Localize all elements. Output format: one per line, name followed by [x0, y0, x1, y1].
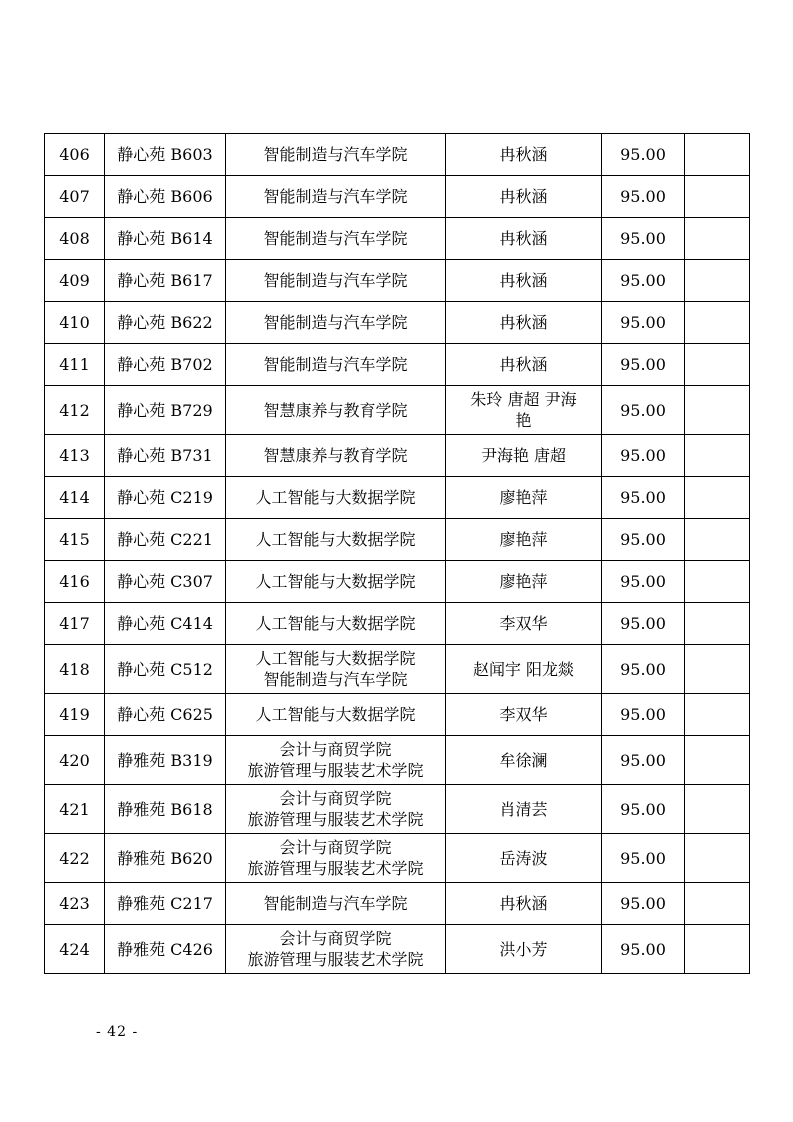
person-cell: [446, 519, 602, 561]
note-cell: [685, 736, 750, 785]
table-row: [45, 561, 750, 603]
college-cell-line: 人工智能与大数据学院: [255, 705, 416, 724]
note-cell: [685, 925, 750, 974]
table-row: [45, 834, 750, 883]
table-row: [45, 883, 750, 925]
dorm-room-cell: 静雅苑 C217: [105, 883, 226, 925]
person-cell-line: 洪小芳: [499, 939, 548, 959]
college-cell-line: 会计与商贸学院: [279, 789, 392, 808]
college-cell: [226, 883, 446, 925]
college-cell: [226, 785, 446, 834]
college-cell: [226, 386, 446, 435]
person-cell-line: 肖清芸: [499, 799, 548, 819]
college-cell-line: 智能制造与汽车学院: [263, 187, 408, 206]
person-cell-line: 廖艳萍: [499, 572, 548, 591]
row-number-cell: 411: [45, 344, 105, 386]
person-cell: [446, 477, 602, 519]
row-number-cell: 413: [45, 435, 105, 477]
dorm-room-cell: 静心苑 B702: [105, 344, 226, 386]
table-row: [45, 645, 750, 694]
score-cell: 95.00: [602, 344, 685, 386]
person-cell-line: 冉秋涵: [499, 313, 548, 332]
row-number-cell: 412: [45, 386, 105, 435]
table-row: [45, 694, 750, 736]
note-cell: [685, 645, 750, 694]
dorm-room-cell: 静心苑 C307: [105, 561, 226, 603]
dorm-room-cell: 静心苑 B622: [105, 302, 226, 344]
college-cell-line: 旅游管理与服装艺术学院: [247, 859, 424, 878]
college-cell-line: 智慧康养与教育学院: [263, 446, 408, 465]
score-cell: 95.00: [602, 218, 685, 260]
college-cell-line: 旅游管理与服装艺术学院: [247, 761, 424, 780]
score-cell: 95.00: [602, 645, 685, 694]
college-cell-line: 旅游管理与服装艺术学院: [247, 810, 424, 829]
score-cell: 95.00: [602, 519, 685, 561]
college-cell: [226, 645, 446, 694]
row-number-cell: 418: [45, 645, 105, 694]
college-cell-line: 智能制造与汽车学院: [263, 229, 408, 248]
table-row: [45, 925, 750, 974]
dorm-room-cell: 静心苑 B606: [105, 176, 226, 218]
dorm-room-cell: 静心苑 B729: [105, 386, 226, 435]
person-cell-line: 冉秋涵: [499, 355, 548, 374]
dorm-room-cell: 静心苑 B731: [105, 435, 226, 477]
person-cell-line: 李双华: [499, 705, 548, 724]
person-cell-line: 冉秋涵: [499, 145, 548, 164]
person-cell: [446, 134, 602, 176]
college-cell: [226, 302, 446, 344]
row-number-cell: 420: [45, 736, 105, 785]
college-cell-line: 智能制造与汽车学院: [263, 145, 408, 164]
person-cell: [446, 834, 602, 883]
person-cell: [446, 260, 602, 302]
person-cell-line: 赵闻宇 阳龙燚: [472, 659, 575, 679]
score-cell: 95.00: [602, 176, 685, 218]
person-cell-line: 冉秋涵: [499, 187, 548, 206]
college-cell-line: 智能制造与汽车学院: [263, 271, 408, 290]
row-number-cell: 415: [45, 519, 105, 561]
person-cell-line: 艳: [515, 411, 532, 430]
row-number-cell: 421: [45, 785, 105, 834]
college-cell-line: 会计与商贸学院: [279, 929, 392, 948]
score-cell: 95.00: [602, 883, 685, 925]
college-cell: [226, 176, 446, 218]
person-cell: [446, 302, 602, 344]
college-cell-line: 智能制造与汽车学院: [263, 313, 408, 332]
dorm-room-cell: 静心苑 C221: [105, 519, 226, 561]
dorm-room-cell: 静雅苑 B620: [105, 834, 226, 883]
table-row: [45, 302, 750, 344]
person-cell: [446, 603, 602, 645]
note-cell: [685, 176, 750, 218]
person-cell: [446, 645, 602, 694]
row-number-cell: 410: [45, 302, 105, 344]
note-cell: [685, 785, 750, 834]
person-cell: [446, 561, 602, 603]
row-number-cell: 424: [45, 925, 105, 974]
note-cell: [685, 435, 750, 477]
college-cell-line: 旅游管理与服装艺术学院: [247, 950, 424, 969]
dorm-room-cell: 静心苑 C625: [105, 694, 226, 736]
college-cell: [226, 561, 446, 603]
dorm-room-cell: 静心苑 C512: [105, 645, 226, 694]
college-cell-line: 会计与商贸学院: [279, 838, 392, 857]
score-cell: 95.00: [602, 435, 685, 477]
college-cell: [226, 260, 446, 302]
college-cell-line: 智能制造与汽车学院: [263, 355, 408, 374]
row-number-cell: 417: [45, 603, 105, 645]
college-cell-line: 人工智能与大数据学院: [255, 530, 416, 549]
note-cell: [685, 218, 750, 260]
college-cell-line: 智能制造与汽车学院: [263, 894, 408, 913]
score-cell: 95.00: [602, 694, 685, 736]
dorm-room-cell: 静心苑 C219: [105, 477, 226, 519]
row-number-cell: 416: [45, 561, 105, 603]
score-cell: 95.00: [602, 477, 685, 519]
dorm-room-cell: 静雅苑 C426: [105, 925, 226, 974]
score-cell: 95.00: [602, 834, 685, 883]
table-row: [45, 386, 750, 435]
person-cell-line: 冉秋涵: [499, 894, 548, 913]
table-row: [45, 134, 750, 176]
row-number-cell: 406: [45, 134, 105, 176]
row-number-cell: 422: [45, 834, 105, 883]
table-row: [45, 435, 750, 477]
dorm-room-cell: 静心苑 B603: [105, 134, 226, 176]
person-cell-line: 冉秋涵: [499, 229, 548, 248]
score-cell: 95.00: [602, 134, 685, 176]
person-cell: [446, 925, 602, 974]
note-cell: [685, 302, 750, 344]
college-cell: [226, 218, 446, 260]
dorm-room-cell: 静雅苑 B319: [105, 736, 226, 785]
note-cell: [685, 603, 750, 645]
college-cell: [226, 435, 446, 477]
person-cell-line: 廖艳萍: [499, 488, 548, 507]
dorm-room-cell: 静心苑 B614: [105, 218, 226, 260]
college-cell-line: 会计与商贸学院: [279, 740, 392, 759]
score-cell: 95.00: [602, 561, 685, 603]
college-cell: [226, 477, 446, 519]
person-cell-line: 牟徐澜: [499, 750, 548, 770]
college-cell-line: 人工智能与大数据学院: [255, 649, 416, 668]
college-cell: [226, 736, 446, 785]
college-cell: [226, 834, 446, 883]
score-cell: 95.00: [602, 736, 685, 785]
note-cell: [685, 477, 750, 519]
person-cell: [446, 736, 602, 785]
person-cell-line: 尹海艳 唐超: [480, 446, 567, 465]
row-number-cell: 409: [45, 260, 105, 302]
dorm-room-cell: 静雅苑 B618: [105, 785, 226, 834]
note-cell: [685, 561, 750, 603]
table-row: [45, 603, 750, 645]
person-cell-line: 李双华: [499, 614, 548, 633]
note-cell: [685, 883, 750, 925]
college-cell: [226, 344, 446, 386]
college-cell: [226, 519, 446, 561]
table-row: [45, 736, 750, 785]
person-cell: [446, 785, 602, 834]
score-cell: 95.00: [602, 603, 685, 645]
college-cell: [226, 694, 446, 736]
person-cell: [446, 883, 602, 925]
table-row: [45, 260, 750, 302]
table-row: [45, 477, 750, 519]
person-cell: [446, 386, 602, 435]
person-cell-line: 廖艳萍: [499, 530, 548, 549]
row-number-cell: 408: [45, 218, 105, 260]
note-cell: [685, 386, 750, 435]
person-cell-line: 岳涛波: [499, 848, 548, 868]
table-row: [45, 344, 750, 386]
dormitory-score-table: [44, 133, 750, 974]
page-number: - 42 -: [96, 1024, 139, 1040]
score-cell: 95.00: [602, 302, 685, 344]
note-cell: [685, 260, 750, 302]
table-row: [45, 519, 750, 561]
person-cell-line: 朱玲 唐超 尹海: [470, 390, 577, 409]
row-number-cell: 419: [45, 694, 105, 736]
person-cell: [446, 176, 602, 218]
college-cell: [226, 134, 446, 176]
note-cell: [685, 134, 750, 176]
person-cell: [446, 218, 602, 260]
person-cell: [446, 344, 602, 386]
score-cell: 95.00: [602, 785, 685, 834]
table-row: [45, 218, 750, 260]
person-cell: [446, 435, 602, 477]
college-cell-line: 人工智能与大数据学院: [255, 614, 416, 633]
college-cell-line: 智能制造与汽车学院: [263, 670, 408, 689]
note-cell: [685, 694, 750, 736]
note-cell: [685, 519, 750, 561]
college-cell-line: 人工智能与大数据学院: [255, 488, 416, 507]
row-number-cell: 423: [45, 883, 105, 925]
row-number-cell: 414: [45, 477, 105, 519]
score-cell: 95.00: [602, 260, 685, 302]
dorm-room-cell: 静心苑 B617: [105, 260, 226, 302]
person-cell: [446, 694, 602, 736]
college-cell-line: 智慧康养与教育学院: [263, 400, 408, 420]
person-cell-line: 冉秋涵: [499, 271, 548, 290]
table-row: [45, 785, 750, 834]
table-row: [45, 176, 750, 218]
dorm-room-cell: 静心苑 C414: [105, 603, 226, 645]
note-cell: [685, 344, 750, 386]
score-cell: 95.00: [602, 386, 685, 435]
row-number-cell: 407: [45, 176, 105, 218]
table-body: [45, 134, 750, 974]
score-cell: 95.00: [602, 925, 685, 974]
college-cell: [226, 925, 446, 974]
college-cell-line: 人工智能与大数据学院: [255, 572, 416, 591]
college-cell: [226, 603, 446, 645]
note-cell: [685, 834, 750, 883]
